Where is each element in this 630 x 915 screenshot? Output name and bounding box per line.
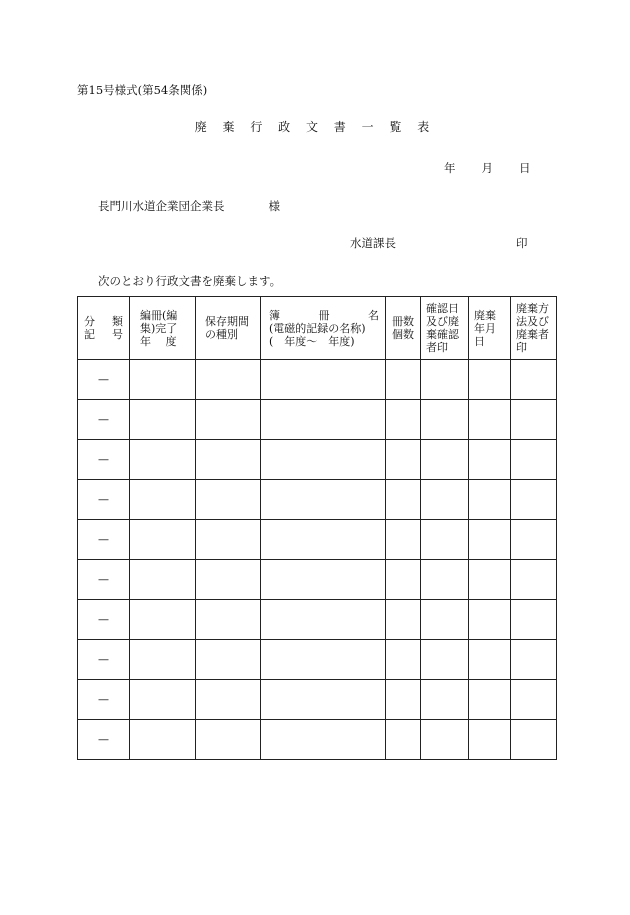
cell-confirm[interactable]: [421, 560, 469, 600]
cell-name[interactable]: [261, 600, 386, 640]
cell-method[interactable]: [511, 520, 557, 560]
header-disposal-date: 廃棄 年月 日: [469, 297, 511, 360]
cell-disposal-date[interactable]: [469, 640, 511, 680]
cell-year[interactable]: [130, 400, 196, 440]
table-row: [78, 680, 557, 720]
document-title: 廃 棄 行 政 文 書 一 覧 表: [194, 120, 436, 134]
cell-retention[interactable]: [196, 720, 261, 760]
cell-name[interactable]: [261, 680, 386, 720]
cell-method[interactable]: [511, 440, 557, 480]
table-row: [78, 360, 557, 400]
header-volume-count: 冊数 個数: [386, 297, 421, 360]
cell-count[interactable]: [386, 440, 421, 480]
sender-seal: 印: [516, 236, 528, 250]
cell-name[interactable]: [261, 440, 386, 480]
table-row: [78, 600, 557, 640]
cell-method[interactable]: [511, 720, 557, 760]
cell-confirm[interactable]: [421, 440, 469, 480]
cell-method[interactable]: [511, 400, 557, 440]
cell-confirm[interactable]: [421, 720, 469, 760]
cell-year[interactable]: [130, 560, 196, 600]
table-row: [78, 520, 557, 560]
sender-name: 水道課長: [350, 236, 396, 250]
cell-name[interactable]: [261, 480, 386, 520]
cell-confirm[interactable]: [421, 520, 469, 560]
form-number: 第15号様式(第54条関係): [77, 83, 208, 97]
table-row: [78, 560, 557, 600]
recipient-name: 長門川水道企業団企業長: [98, 199, 225, 213]
date-line: [444, 161, 531, 175]
header-retention-type: 保存期間 の種別: [196, 297, 261, 360]
date-day: 日: [519, 161, 531, 175]
table-row: [78, 400, 557, 440]
cell-method[interactable]: [511, 680, 557, 720]
table-header-row: [78, 297, 557, 360]
cell-count[interactable]: [386, 360, 421, 400]
cell-confirm[interactable]: [421, 600, 469, 640]
intro-text: 次のとおり行政文書を廃棄します。: [98, 274, 282, 288]
cell-name[interactable]: [261, 640, 386, 680]
cell-disposal-date[interactable]: [469, 720, 511, 760]
cell-retention[interactable]: [196, 600, 261, 640]
cell-year[interactable]: [130, 640, 196, 680]
table-row: [78, 640, 557, 680]
cell-disposal-date[interactable]: [469, 600, 511, 640]
cell-year[interactable]: [130, 440, 196, 480]
cell-retention[interactable]: [196, 680, 261, 720]
cell-retention[interactable]: [196, 400, 261, 440]
cell-name[interactable]: [261, 400, 386, 440]
cell-year[interactable]: [130, 480, 196, 520]
header-disposal-method: 廃棄方 法及び 廃棄者 印: [511, 297, 557, 360]
cell-confirm[interactable]: [421, 480, 469, 520]
cell-year[interactable]: [130, 520, 196, 560]
cell-method[interactable]: [511, 640, 557, 680]
cell-method[interactable]: [511, 600, 557, 640]
cell-retention[interactable]: [196, 640, 261, 680]
cell-code: —: [78, 520, 130, 560]
cell-method[interactable]: [511, 480, 557, 520]
cell-code: —: [78, 600, 130, 640]
cell-count[interactable]: [386, 640, 421, 680]
cell-disposal-date[interactable]: [469, 480, 511, 520]
table-row: [78, 720, 557, 760]
cell-retention[interactable]: [196, 440, 261, 480]
header-confirmation: 確認日 及び廃 棄確認 者印: [421, 297, 469, 360]
cell-year[interactable]: [130, 360, 196, 400]
cell-disposal-date[interactable]: [469, 360, 511, 400]
header-file-name: 簿 冊 名 (電磁的記録の名称) ( 年度〜 年度): [261, 297, 386, 360]
cell-disposal-date[interactable]: [469, 400, 511, 440]
cell-count[interactable]: [386, 600, 421, 640]
cell-confirm[interactable]: [421, 360, 469, 400]
cell-name[interactable]: [261, 560, 386, 600]
sender-line: [350, 236, 528, 250]
cell-count[interactable]: [386, 680, 421, 720]
table-body: [78, 360, 557, 760]
cell-method[interactable]: [511, 360, 557, 400]
cell-code: —: [78, 360, 130, 400]
cell-confirm[interactable]: [421, 400, 469, 440]
cell-retention[interactable]: [196, 560, 261, 600]
cell-name[interactable]: [261, 520, 386, 560]
cell-code: —: [78, 400, 130, 440]
cell-code: —: [78, 480, 130, 520]
cell-code: —: [78, 680, 130, 720]
cell-code: —: [78, 560, 130, 600]
cell-code: —: [78, 640, 130, 680]
cell-disposal-date[interactable]: [469, 680, 511, 720]
cell-count[interactable]: [386, 560, 421, 600]
cell-count[interactable]: [386, 480, 421, 520]
cell-method[interactable]: [511, 560, 557, 600]
cell-confirm[interactable]: [421, 640, 469, 680]
header-compilation-year: 編冊(編 集)完了 年 度: [130, 297, 196, 360]
cell-count[interactable]: [386, 720, 421, 760]
cell-confirm[interactable]: [421, 680, 469, 720]
cell-year[interactable]: [130, 680, 196, 720]
cell-retention[interactable]: [196, 480, 261, 520]
cell-count[interactable]: [386, 520, 421, 560]
cell-year[interactable]: [130, 720, 196, 760]
recipient-line: [98, 199, 280, 213]
cell-code: —: [78, 720, 130, 760]
date-year: 年: [444, 161, 456, 175]
cell-name[interactable]: [261, 360, 386, 400]
table-row: [78, 480, 557, 520]
cell-year[interactable]: [130, 600, 196, 640]
date-month: 月: [481, 161, 493, 175]
cell-count[interactable]: [386, 400, 421, 440]
cell-disposal-date[interactable]: [469, 560, 511, 600]
cell-retention[interactable]: [196, 520, 261, 560]
cell-code: —: [78, 440, 130, 480]
cell-disposal-date[interactable]: [469, 440, 511, 480]
disposal-table: [77, 296, 557, 760]
recipient-honorific: 様: [268, 199, 280, 213]
cell-retention[interactable]: [196, 360, 261, 400]
table-row: [78, 440, 557, 480]
cell-disposal-date[interactable]: [469, 520, 511, 560]
cell-name[interactable]: [261, 720, 386, 760]
header-classification-code: 分 類 記 号: [78, 297, 130, 360]
